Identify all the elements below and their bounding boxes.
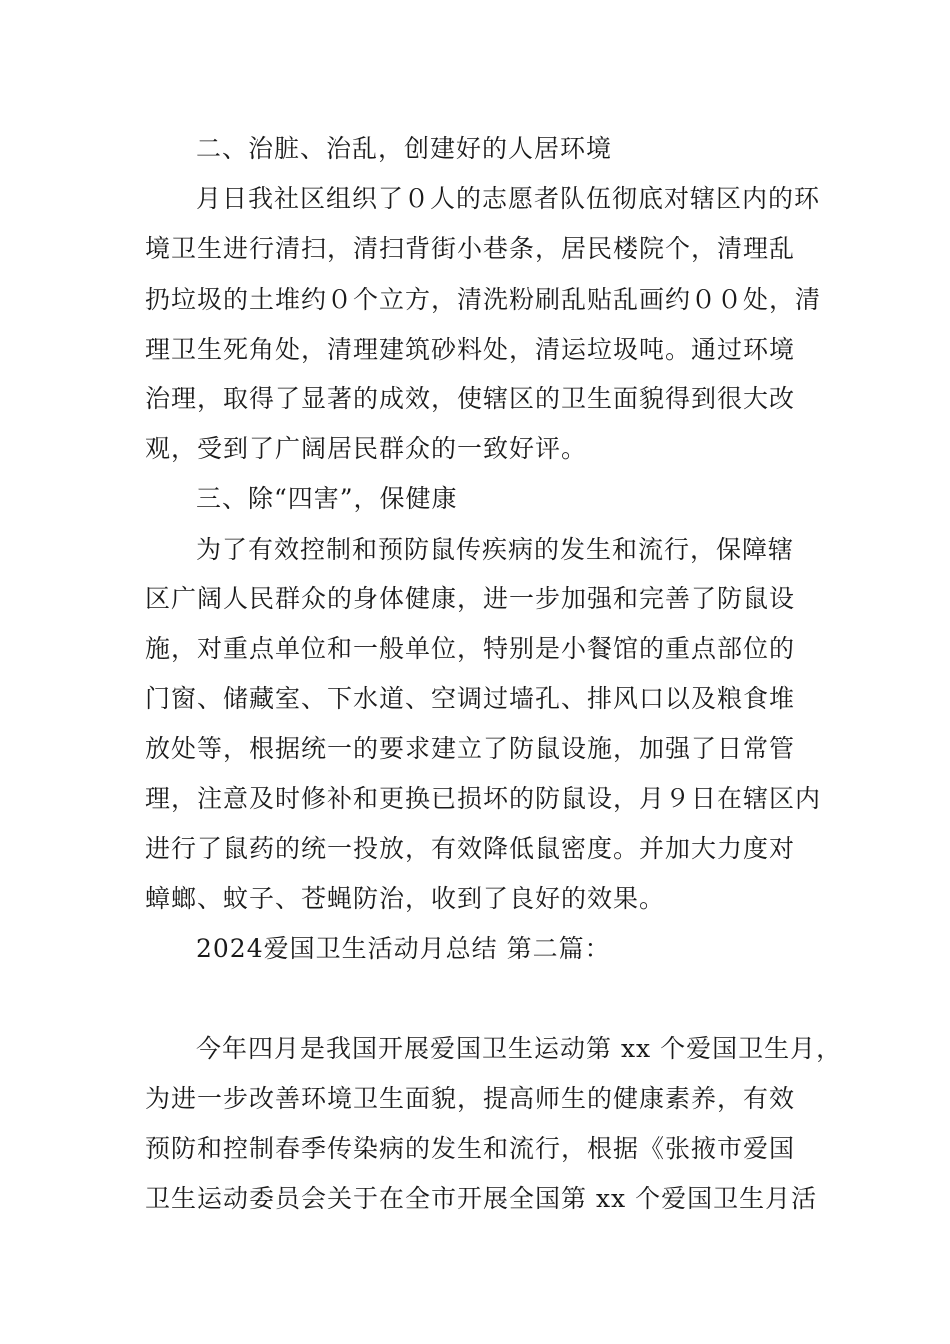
- paragraph-line: 境卫生进行清扫，清扫背街小巷条，居民楼院个，清理乱: [145, 234, 796, 263]
- paragraph-line: 放处等，根据统一的要求建立了防鼠设施，加强了日常管: [145, 734, 796, 763]
- paragraph-line: 今年四月是我国开展爱国卫生运动第 xx 个爱国卫生月，: [196, 1034, 843, 1063]
- paragraph-line: 预防和控制春季传染病的发生和流行，根据《张掖市爱国: [145, 1134, 796, 1163]
- paragraph-line: 施，对重点单位和一般单位，特别是小餐馆的重点部位的: [145, 634, 796, 663]
- article-heading: 2024爱国卫生活动月总结 第二篇：: [196, 934, 611, 963]
- paragraph-line: 门窗、储藏室、下水道、空调过墙孔、排风口以及粮食堆: [145, 684, 796, 713]
- paragraph-line: 卫生运动委员会关于在全市开展全国第 xx 个爱国卫生月活: [145, 1184, 818, 1213]
- paragraph-line: 月日我社区组织了０人的志愿者队伍彻底对辖区内的环: [196, 184, 821, 213]
- paragraph-line: 治理，取得了显著的成效，使辖区的卫生面貌得到很大改: [145, 384, 796, 413]
- paragraph-line: 观，受到了广阔居民群众的一致好评。: [145, 434, 588, 463]
- paragraph-line: 为进一步改善环境卫生面貌，提高师生的健康素养，有效: [145, 1084, 796, 1113]
- section-heading-3: 三、除“四害”，保健康: [196, 484, 458, 513]
- paragraph-line: 扔垃圾的土堆约０个立方，清洗粉刷乱贴乱画约００处，清: [145, 285, 822, 314]
- paragraph-line: 理，注意及时修补和更换已损坏的防鼠设，月９日在辖区内: [145, 784, 822, 813]
- paragraph-line: 进行了鼠药的统一投放，有效降低鼠密度。并加大力度对: [145, 834, 796, 863]
- paragraph-line: 蟑螂、蚊子、苍蝇防治，收到了良好的效果。: [145, 884, 666, 913]
- paragraph-line: 理卫生死角处，清理建筑砂料处，清运垃圾吨。通过环境: [145, 335, 796, 364]
- paragraph-line: 为了有效控制和预防鼠传疾病的发生和流行，保障辖: [196, 535, 795, 564]
- paragraph-line: 区广阔人民群众的身体健康，进一步加强和完善了防鼠设: [145, 584, 796, 613]
- section-heading-2: 二、治脏、治乱，创建好的人居环境: [196, 134, 613, 163]
